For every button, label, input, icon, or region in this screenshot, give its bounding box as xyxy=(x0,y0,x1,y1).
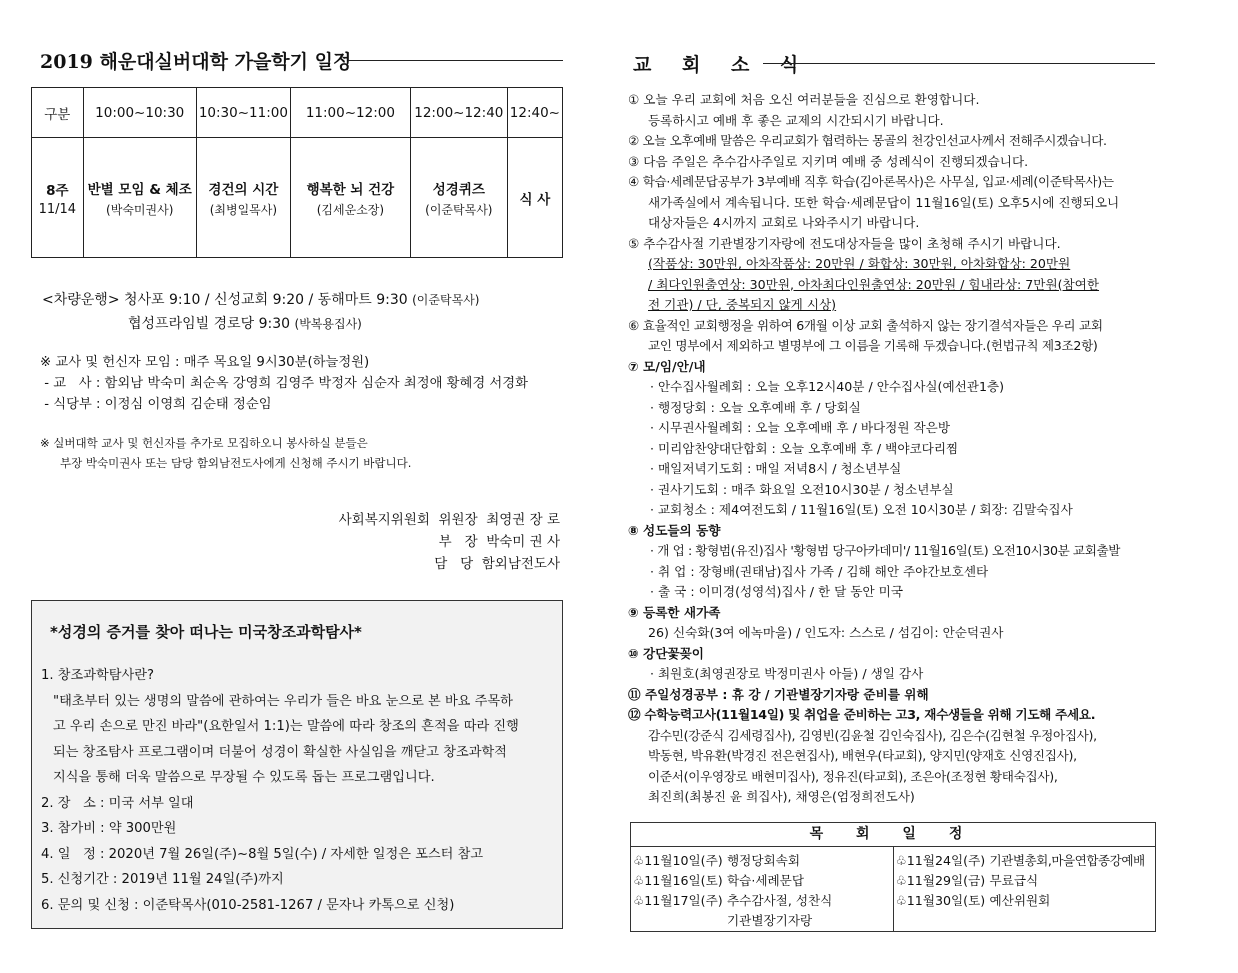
news-line: · 매일저녁기도회 : 매일 저녁8시 / 청소년부실 xyxy=(650,461,902,476)
news-line xyxy=(628,685,1158,706)
news-heading: ⑪ 주일성경공부 : 휴 강 / 기관별장기자랑 준비를 위해 xyxy=(628,686,929,702)
news-line: · 시무권사월례회 : 오늘 오후예배 후 / 바다정원 작은방 xyxy=(650,420,950,435)
event-item xyxy=(896,851,1154,871)
news-line xyxy=(628,644,1158,665)
session-leader: (김세운소장) xyxy=(316,202,385,217)
recruit-notice xyxy=(40,433,411,473)
event-date: ♧11월24일(주) xyxy=(895,853,986,868)
title-rule xyxy=(763,63,1155,64)
session-cell xyxy=(83,138,196,258)
news-title: 교 회 소 식 xyxy=(633,54,811,76)
session-cell xyxy=(196,138,290,258)
tour-line: 3. 참가비 : 약 300만원 xyxy=(41,821,177,836)
schedule-title: 2019 해운대실버대학 가을학기 일정 xyxy=(40,51,352,73)
title-rule xyxy=(348,60,563,61)
notice-line: 부장 박숙미권사 또는 담당 함외남전도사에게 신청해 주시기 바랍니다. xyxy=(60,456,412,470)
session-name: 식 사 xyxy=(519,191,551,208)
vehicle-note-2: (박복용집사) xyxy=(294,317,362,331)
news-line: 26) 신숙화(3여 에녹마을) / 인도자: 스스로 / 섬김이: 안순덕권사 xyxy=(648,625,1004,640)
news-line: (작품상: 30만원, 아차작품상: 20만원 / 화합상: 30만원, 아차화합상: 20만원 xyxy=(648,256,1071,271)
news-line: ③ 다음 주일은 추수감사주일로 지키며 예배 중 성례식이 진행되겠습니다. xyxy=(628,153,1029,169)
tour-line: 2. 장 소 : 미국 서부 일대 xyxy=(41,795,194,811)
tour-box xyxy=(31,600,563,929)
header-cell: 12:40~ xyxy=(507,88,562,138)
signature-line: 담 당 함외남전도사 xyxy=(434,556,560,572)
news-line: ① 오늘 우리 교회에 처음 오신 여러분들을 진심으로 환영합니다. xyxy=(628,92,980,107)
signature-line: 부 장 박숙미 권 사 xyxy=(438,534,560,550)
event-item xyxy=(633,851,891,871)
event-name: 학습·세례문답 xyxy=(727,873,804,888)
events-right-column xyxy=(893,847,1156,931)
news-line: 교인 명부에서 제외하고 별명부에 그 이름을 기록해 두겠습니다.(헌법규칙 제3조2항) xyxy=(648,338,1098,353)
session-name: 성경퀴즈 xyxy=(432,181,485,198)
schedule-row xyxy=(32,138,563,258)
tour-line: 6. 문의 및 신청 : 이준탁목사(010-2581-1267 / 문자나 카톡으로 신청) xyxy=(41,897,455,913)
news-line: 박동현, 박유환(박경진 전은현집사), 배현우(타교회), 양지민(양재호 신영진집사), xyxy=(648,748,1077,763)
header-cell: 11:00~12:00 xyxy=(290,88,410,138)
event-date: ♧11월29일(금) xyxy=(895,873,986,888)
tour-line: 고 우리 손으로 만진 바라"(요한일서 1:1)는 말씀에 따라 창조의 흔적을 따라 진행 xyxy=(53,719,519,734)
event-date: ♧11월16일(토) xyxy=(633,873,723,888)
event-item xyxy=(633,871,891,891)
event-name: 추수감사절, 성찬식 xyxy=(727,893,833,908)
tour-line: 지식을 통해 더욱 말씀으로 무장될 수 있도록 돕는 프로그램입니다. xyxy=(53,770,435,785)
teachers-line: ※ 교사 및 헌신자 모임 : 매주 목요일 9시30분(하늘정원) xyxy=(40,355,370,370)
events-left-column xyxy=(631,847,893,931)
tour-body xyxy=(41,663,557,918)
event-name: 예산위원회 xyxy=(989,893,1051,908)
teachers-line: - 교 사 : 함외남 박숙미 최순옥 강영희 김영주 박정자 심순자 최정애 황혜경 서경화 xyxy=(40,376,528,391)
teachers-info xyxy=(40,352,528,415)
schedule-header-row xyxy=(32,88,563,138)
session-name: 경건의 시간 xyxy=(208,181,279,198)
vehicle-note-1: (이준탁목사) xyxy=(412,293,480,307)
news-line xyxy=(628,705,1158,726)
event-item xyxy=(896,871,1154,891)
tour-line: "태초부터 있는 생명의 말씀에 관하여는 우리가 들은 바요 눈으로 본 바요 주목하 xyxy=(53,693,513,709)
news-line: · 안수집사월례회 : 오늘 오후12시40분 / 안수집사실(예선관1층) xyxy=(650,379,1005,394)
signature-block xyxy=(320,509,560,575)
church-news xyxy=(628,90,1158,808)
tour-line: 되는 창조탐사 프로그램이며 더불어 성경이 확실한 사실임을 깨닫고 창조과학적 xyxy=(53,744,507,760)
week-date: 11/14 xyxy=(38,201,77,217)
event-name: 기관별총회,마을연합종강예배 xyxy=(989,853,1145,868)
vehicle-info xyxy=(42,288,479,336)
signature-line: 사회복지위원회 위원장 최영권 장 로 xyxy=(338,512,560,528)
session-leader: (최병일목사) xyxy=(209,202,278,217)
news-line: · 출 국 : 이미경(성영석)집사 / 한 달 동안 미국 xyxy=(650,584,903,599)
news-line: / 최다인원출연상: 30만원, 아차최다인원출연상: 20만원 / 힘내라상: 7만원(참여한 xyxy=(648,276,1100,292)
news-line xyxy=(628,521,1158,542)
event-name-line-2: 기관별장기자랑 xyxy=(727,913,813,928)
news-line: 최진희(최봉진 윤 희집사), 채영은(엄정희전도사) xyxy=(648,789,915,804)
tour-line: 4. 일 정 : 2020년 7월 26일(주)~8월 5일(수) / 자세한 일정은 포스터 참고 xyxy=(41,846,484,862)
event-date: ♧11월17일(주) xyxy=(633,893,723,908)
session-leader: (박숙미권사) xyxy=(106,202,174,217)
tour-line: 1. 창조과학탐사란? xyxy=(41,668,154,683)
pastoral-schedule xyxy=(630,822,1156,932)
news-line xyxy=(628,603,1158,624)
news-heading: ⑦ 모/임/안/내 xyxy=(628,358,706,374)
news-line: · 최원호(최영권장로 박정미권사 아들) / 생일 감사 xyxy=(650,666,924,681)
news-line: · 교회청소 : 제4여전도회 / 11월16일(토) 오전 10시30분 / 회장: 김말숙집사 xyxy=(650,502,1073,517)
event-item xyxy=(896,891,1154,911)
header-cell: 10:30~11:00 xyxy=(196,88,290,138)
news-line: 새가족실에서 계속됩니다. 또한 학습·세례문답이 11월16일(토) 오후5시에 진행되오니 xyxy=(648,194,1120,210)
session-cell xyxy=(410,138,507,258)
schedule-table xyxy=(31,87,563,258)
news-line: · 취 업 : 장형배(권태남)집사 가족 / 김해 해안 주야간보호센타 xyxy=(650,563,989,579)
notice-line: ※ 실버대학 교사 및 헌신자를 추가로 모집하오니 봉사하실 분들은 xyxy=(40,436,368,450)
session-leader: (이준탁목사) xyxy=(425,202,493,217)
news-heading: ⑫ 수학능력고사(11월14일) 및 취업을 준비하는 고3, 재수생들을 위해 기도해 주세요. xyxy=(628,707,1096,722)
header-cell: 구분 xyxy=(32,88,84,138)
session-name: 행복한 뇌 건강 xyxy=(306,181,395,198)
tour-line: 5. 신청기간 : 2019년 11월 24일(주)까지 xyxy=(41,872,284,887)
event-date: ♧11월10일(주) xyxy=(633,853,723,868)
news-line: 등록하시고 예배 후 좋은 교제의 시간되시기 바랍니다. xyxy=(648,112,944,128)
news-heading: ⑩ 강단꽃꽂이 xyxy=(628,645,704,661)
session-cell xyxy=(507,138,562,258)
session-cell xyxy=(290,138,410,258)
news-line: ⑥ 효율적인 교회행정을 위하여 6개월 이상 교회 출석하지 않는 장기결석자들은 우리 교회 xyxy=(628,317,1103,333)
event-name: 무료급식 xyxy=(989,873,1039,888)
news-line: · 권사기도회 : 매주 화요일 오전10시30분 / 청소년부실 xyxy=(650,481,954,497)
news-line: · 미리암찬양대단합회 : 오늘 오후예배 후 / 백야코다리찜 xyxy=(650,440,959,456)
news-heading: ⑨ 등록한 새가족 xyxy=(628,604,721,620)
news-line xyxy=(628,357,1158,378)
header-cell: 12:00~12:40 xyxy=(410,88,507,138)
session-name: 반별 모임 & 체조 xyxy=(87,181,192,198)
header-cell: 10:00~10:30 xyxy=(83,88,196,138)
week-label: 8주 xyxy=(46,182,69,199)
tour-title: *성경의 증거를 찾아 떠나는 미국창조과학탐사* xyxy=(50,623,362,641)
teachers-line: - 식당부 : 이정심 이영희 김순태 정순임 xyxy=(40,397,272,412)
news-line: 대상자들은 4시까지 교회로 나와주시기 바랍니다. xyxy=(648,215,920,230)
event-date: ♧11월30일(토) xyxy=(895,893,986,908)
vehicle-line-1: <차량운행> 청사포 9:10 / 신성교회 9:20 / 동해마트 9:30 xyxy=(42,292,408,308)
news-line: 전 기관) / 단, 중복되지 않게 시상) xyxy=(648,297,837,312)
news-line: ⑤ 추수감사절 기관별장기자랑에 전도대상자들을 많이 초청해 주시기 바랍니다. xyxy=(628,235,1061,251)
event-name: 행정당회속회 xyxy=(727,853,800,868)
news-line: ④ 학습·세례문답공부가 3부예배 직후 학습(김아론목사)은 사무실, 입교·세례(이준탁목사)는 xyxy=(628,174,1114,189)
news-line: · 개 업 : 황형범(유진)집사 '황형범 당구아카데미'/ 11월16일(토) 오전10시30분 교회출발 xyxy=(650,543,1120,558)
news-line: 감수민(강준식 김세령집사), 김영빈(김윤철 김인숙집사), 김은수(김현철 우정아집사), xyxy=(648,727,1097,743)
vehicle-line-2: 협성프라임빌 경로당 9:30 xyxy=(128,316,291,332)
pastoral-schedule-title: 목 회 일 정 xyxy=(631,823,1155,847)
news-heading: ⑧ 성도들의 동향 xyxy=(628,522,721,538)
news-line: ② 오늘 오후예배 말씀은 우리교회가 협력하는 몽골의 천강인선교사께서 전해주시겠습니다. xyxy=(628,133,1107,148)
news-line: · 행정당회 : 오늘 오후예배 후 / 당회실 xyxy=(650,399,861,415)
news-line: 이준서(이우영장로 배현미집사), 정유진(타교회), 조은아(조정현 황태숙집사), xyxy=(648,768,1058,784)
event-item xyxy=(633,891,891,931)
week-cell xyxy=(32,138,84,258)
